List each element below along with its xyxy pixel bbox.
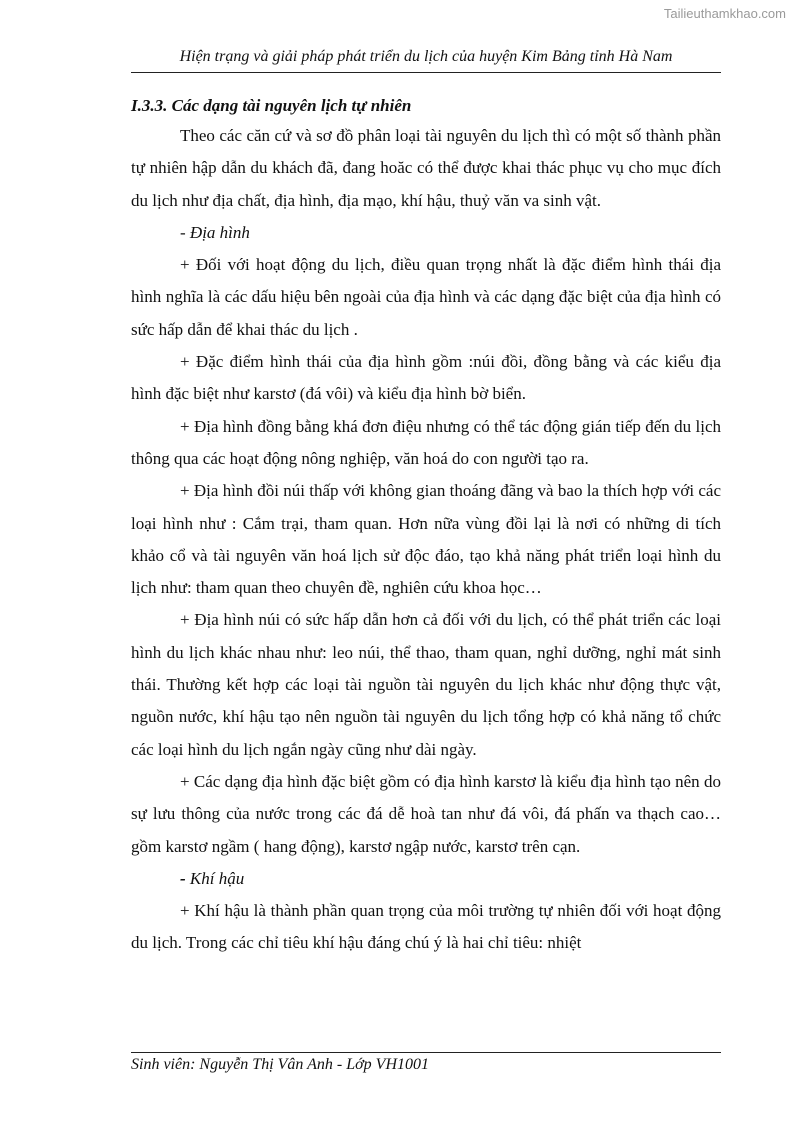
paragraph: + Địa hình đồng bằng khá đơn điệu nhưng có thể tác động gián tiếp đến du lịch thông qua các hoạt động nông nghiệp, văn hoá do con người tạo ra.: [131, 416, 721, 468]
intro-paragraph: Theo các căn cứ và sơ đồ phân loại tài nguyên du lịch thì có một số thành phần tự nhiên hập dẫn du khách đã, đang hoăc có thể được khai thác phục vụ cho mục đích du lịch như địa chất, địa hình, địa mạo, khí hậu, thuỷ văn va sinh vật.: [131, 126, 721, 210]
paragraph: + Địa hình đồi núi thấp với không gian thoáng đãng và bao la thích hợp với các loại hình như : Cắm trại, tham quan. Hơn nữa vùng đồi lại là nơi có những di tích khảo cổ và tài nguyên văn hoá lịch sử độc đáo, tạo khả năng phát triển loại hình du lịch như: tham quan theo chuyên đề, nghiên cứu khoa học…: [131, 481, 721, 598]
footer-rule: [131, 1052, 721, 1053]
subsection-dash: -: [180, 868, 186, 888]
subsection-title-khi-hau: [131, 863, 721, 895]
subsection-title-dia-hinh: - Địa hình: [180, 222, 250, 242]
paragraph: + Khí hậu là thành phần quan trọng của môi trường tự nhiên đối với hoạt động du lịch. Trong các chỉ tiêu khí hậu đáng chú ý là hai chỉ tiêu: nhiệt: [131, 901, 721, 953]
running-header: Hiện trạng và giải pháp phát triển du lịch của huyện Kim Bảng tỉnh Hà Nam: [179, 48, 673, 65]
page-body: [131, 94, 721, 960]
subsection-title-text: Khí hậu: [185, 868, 245, 888]
paragraph: + Các dạng địa hình đặc biệt gồm có địa hình karstơ là kiểu địa hình tạo nên do sự lưu thông của nước trong các đá dễ hoà tan như đá vôi, đá phấn va thạch cao… gồm karstơ ngầm ( hang động), karstơ ngập nước, karstơ trên cạn.: [131, 771, 721, 856]
running-footer: Sinh viên: Nguyễn Thị Vân Anh - Lớp VH1001: [131, 1056, 429, 1073]
watermark: Tailieuthamkhao.com: [663, 6, 786, 21]
paragraph: + Đối với hoạt động du lịch, điều quan trọng nhất là đặc điểm hình thái địa hình nghĩa là các dấu hiệu bên ngoài của địa hình và các dạng đặc biệt của địa hình có sức hấp dẫn để khai thác du lịch .: [131, 255, 721, 339]
header-rule: [131, 72, 721, 73]
paragraph: + Đặc điểm hình thái của địa hình gồm :núi đồi, đồng bằng và các kiểu địa hình đặc biệt như karstơ (đá vôi) và kiểu địa hình bờ biển.: [131, 352, 721, 404]
paragraph: + Địa hình núi có sức hấp dẫn hơn cả đối với du lịch, có thể phát triển các loại hình du lịch khác nhau như: leo núi, thể thao, tham quan, nghỉ dưỡng, nghỉ mát sinh thái. Thường kết hợp các loại tài nguồn tài nguyên du lịch khác như động thực vật, nguồn nước, khí hậu tạo nên nguồn tài nguyên du lịch tổng hợp có khả năng tổ chức các loại hình du lịch ngắn ngày cũng như dài ngày.: [131, 610, 721, 759]
section-heading: I.3.3. Các dạng tài nguyên lịch tự nhiên: [131, 96, 412, 115]
